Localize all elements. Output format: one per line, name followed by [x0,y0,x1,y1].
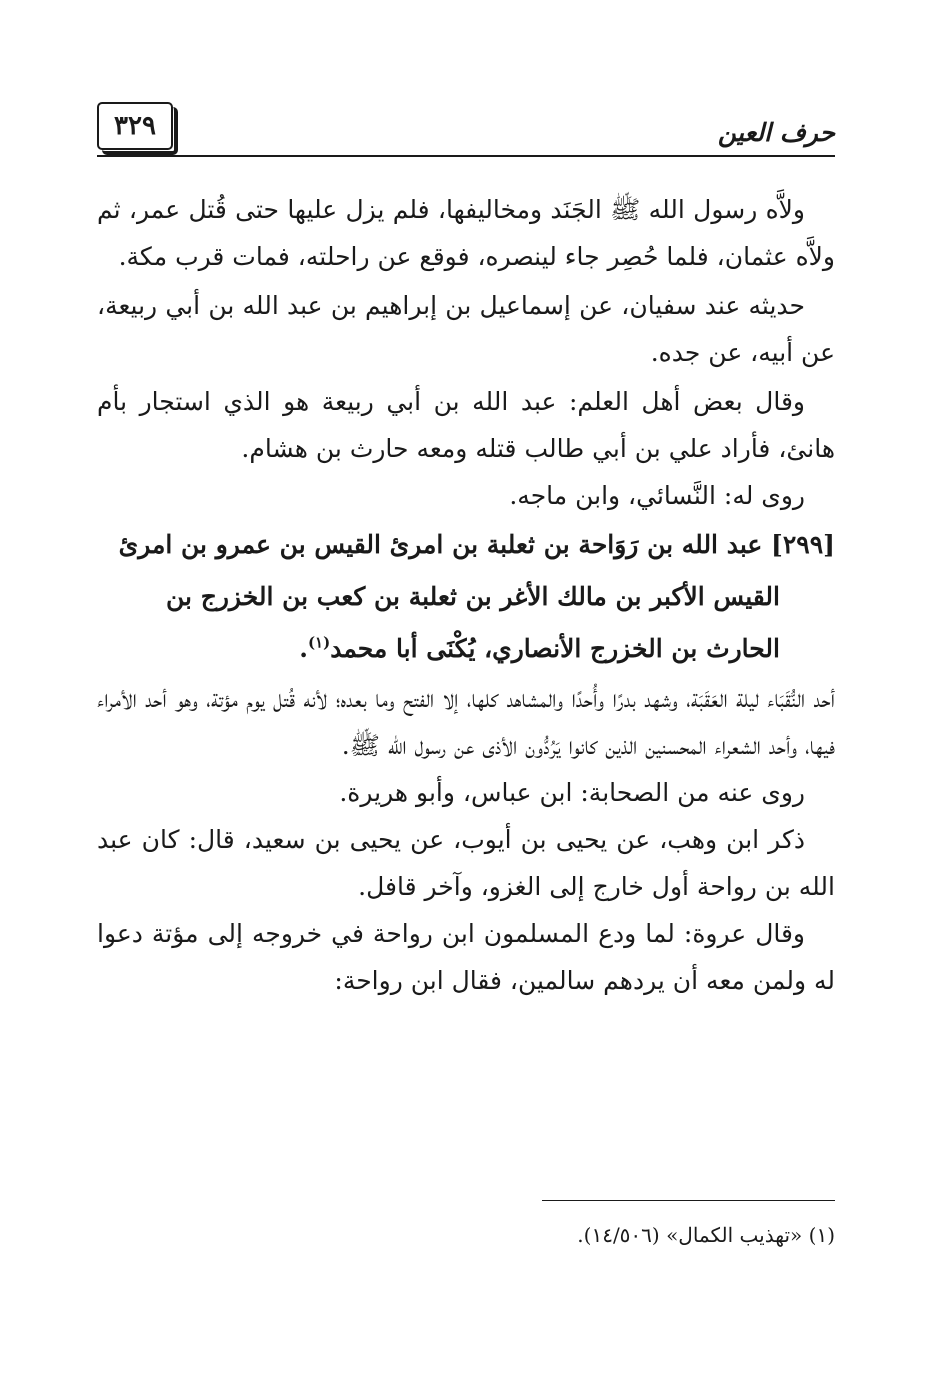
entry-heading-line2: القيس الأكبر بن مالك الأغر بن ثعلبة بن كعب بن الخزرج بن [166,582,780,611]
paragraph-1: ولاَّه رسول الله ﷺ الجَنَد ومخاليفها، فلم يزل عليها حتى قُتل عمر، ثم ولاَّه عثمان، فلما حُصِر جاء لينصره، فوقع عن راحلته، فمات قرب مكة. [97,195,835,271]
footnote-reference: (١) [307,633,331,652]
footnote: (١) «تهذيب الكمال» (١٤/٥٠٦). [577,1223,835,1247]
paragraph-2: حديثه عند سفيان، عن إسماعيل بن إبراهيم بن عبد الله بن أبي ربيعة، عن أبيه، عن جده. [97,291,835,367]
paragraph-4: روى له: النَّسائي، وابن ماجه. [509,481,805,510]
paragraph-3: وقال بعض أهل العلم: عبد الله بن أبي ربيعة هو الذي استجار بأم هانئ، فأراد علي بن أبي طالب قتله ومعه حارث بن هشام. [97,387,835,463]
entry-paragraph-1: أحد النُّقَبَاء ليلة العَقَبَة، وشهد بدرًا وأُحدًا والمشاهد كلها، إلا الفتح وما بعده؛ لأنه قُتل يوم مؤتة، وهو أحد الأمراء فيها، وأحد الشعراء المحسنين الذين كانوا يَرُدُّون الأذى عن رسول الله ﷺ. [97,684,835,760]
entry-paragraph-2: روى عنه من الصحابة: ابن عباس، وأبو هريرة. [339,778,805,807]
entry-paragraph-4: وقال عروة: لما ودع المسلمون ابن رواحة في خروجه إلى مؤتة دعوا له ولمن معه أن يردهم سالمين، فقال ابن رواحة: [97,919,835,995]
entry-number: [٢٩٩] [771,530,835,559]
footnote-rule [542,1200,835,1201]
entry-heading-line3: الحارث بن الخزرج الأنصاري، يُكْنَى أبا محمد [330,634,780,663]
entry-paragraph-3: ذكر ابن وهب، عن يحيى بن أيوب، عن يحيى بن سعيد، قال: كان عبد الله بن رواحة أول خارج إلى الغزو، وآخر قافل. [97,825,835,901]
running-head: حرف العين [717,118,835,147]
entry-heading [97,519,835,675]
page-number: ٣٢٩ [97,102,173,150]
page-body [97,186,835,1004]
entry-heading-line1: عبد الله بن رَوَاحة بن ثعلبة بن امرئ القيس بن عمرو بن امرئ [118,530,763,559]
entry-heading-end: . [299,634,308,663]
header-rule [97,155,835,157]
